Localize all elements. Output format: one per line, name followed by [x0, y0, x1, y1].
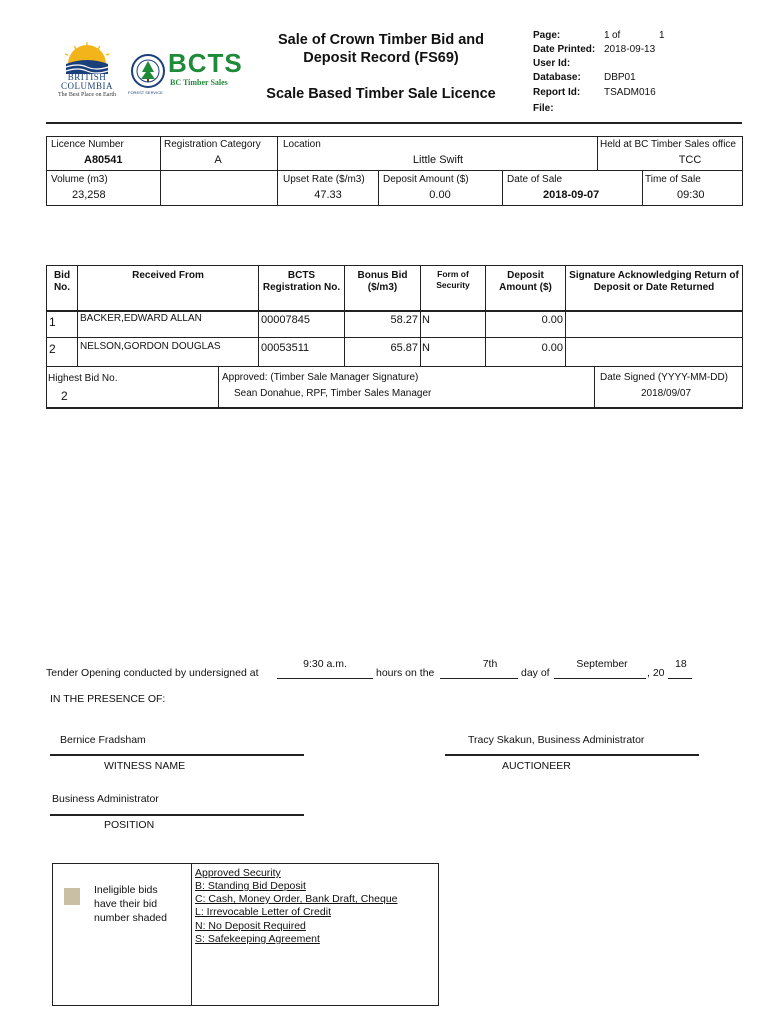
bc-logo-line2: COLUMBIA	[60, 81, 113, 91]
doc-title-line2: Deposit Record (FS69)	[303, 50, 459, 66]
witness-name-label: WITNESS NAME	[104, 760, 186, 772]
info-row-divider	[46, 170, 743, 171]
approved-label: Approved: (Timber Sale Manager Signature)	[222, 372, 419, 383]
witness-signature-line	[50, 754, 304, 756]
bc-sun-icon	[48, 40, 126, 74]
date-of-sale-label: Date of Sale	[507, 174, 563, 185]
meta-date-printed-label: Date Printed:	[533, 44, 596, 55]
presence-label: IN THE PRESENCE OF:	[50, 693, 166, 705]
bcts-logo-text: BCTS	[168, 48, 243, 78]
doc-subtitle: Scale Based Timber Sale Licence	[266, 86, 496, 102]
meta-report-id-value: TSADM016	[604, 87, 656, 98]
doc-title-line1: Sale of Crown Timber Bid and	[278, 32, 484, 48]
tender-month: September	[576, 658, 628, 670]
auctioneer-signature-line	[445, 754, 699, 756]
meta-report-id-label: Report Id:	[533, 87, 581, 98]
meta-page-total: 1	[659, 30, 665, 41]
licence-number-value: A80541	[84, 154, 123, 166]
tender-year: 18	[675, 658, 687, 670]
shaded-note-1: Ineligible bids	[94, 884, 158, 896]
auctioneer-label: AUCTIONEER	[502, 760, 571, 772]
meta-page-label: Page:	[533, 30, 561, 41]
bcts-logo	[130, 46, 248, 98]
bcts-seal-ring-text: FOREST SERVICE	[128, 90, 163, 95]
upset-rate-value: 47.33	[314, 189, 342, 201]
bc-logo-line1: BRITISH	[67, 72, 107, 82]
meta-database-value: DBP01	[604, 72, 636, 83]
tender-time: 9:30 a.m.	[303, 658, 347, 670]
bc-logo	[48, 40, 126, 102]
meta-user-id-label: User Id:	[533, 58, 571, 69]
list-item: S: Safekeeping Agreement	[195, 933, 320, 945]
bcts-seal-icon	[130, 46, 166, 96]
deposit-amount-label: Deposit Amount ($)	[383, 174, 469, 185]
meta-date-printed-value: 2018-09-13	[604, 44, 656, 55]
list-item: N: No Deposit Required	[195, 920, 306, 932]
position-value: Business Administrator	[52, 793, 159, 805]
registration-category-value: A	[214, 154, 222, 166]
time-of-sale-value: 09:30	[677, 189, 705, 201]
tender-day: 7th	[482, 658, 498, 670]
approved-signature: Sean Donahue, RPF, Timber Sales Manager	[234, 388, 432, 399]
date-signed-label: Date Signed (YYYY-MM-DD)	[600, 372, 729, 383]
highest-bid-label: Highest Bid No.	[48, 373, 118, 384]
upset-rate-label: Upset Rate ($/m3)	[283, 174, 365, 185]
meta-database-label: Database:	[533, 72, 581, 83]
time-of-sale-label: Time of Sale	[645, 174, 701, 185]
location-value: Little Swift	[412, 154, 464, 166]
position-label: POSITION	[104, 819, 155, 831]
held-at-office-label: Held at BC Timber Sales office	[600, 139, 736, 150]
bc-logo-tagline: The Best Place on Earth	[58, 92, 116, 98]
licence-number-label: Licence Number	[51, 139, 124, 150]
meta-page-of: of	[612, 30, 621, 41]
volume-value: 23,258	[72, 189, 106, 201]
meta-file-label: File:	[533, 103, 554, 114]
list-item: B: Standing Bid Deposit	[195, 880, 306, 892]
list-item: C: Cash, Money Order, Bank Draft, Cheque	[195, 893, 398, 905]
meta-page-value: 1	[604, 30, 610, 41]
location-label: Location	[283, 139, 321, 150]
header-divider	[46, 122, 742, 124]
registration-category-label: Registration Category	[164, 139, 261, 150]
shaded-note-3: number shaded	[94, 912, 167, 924]
col-received-from: Received From	[132, 270, 204, 281]
list-item: L: Irrevocable Letter of Credit	[195, 906, 331, 918]
auctioneer-name: Tracy Skakun, Business Administrator	[468, 734, 645, 746]
shade-swatch	[64, 888, 80, 905]
volume-label: Volume (m3)	[51, 174, 108, 185]
date-signed-value: 2018/09/07	[641, 388, 692, 399]
highest-bid-value: 2	[61, 389, 68, 403]
bcts-logo-sub: BC Timber Sales	[170, 78, 228, 87]
deposit-amount-value: 0.00	[429, 189, 451, 201]
date-of-sale-value: 2018-09-07	[543, 189, 600, 201]
security-title: Approved Security	[195, 867, 281, 879]
shaded-note-2: have their bid	[94, 898, 158, 910]
position-line	[50, 814, 304, 816]
witness-name: Bernice Fradsham	[60, 734, 146, 746]
held-at-office-value: TCC	[678, 154, 702, 166]
